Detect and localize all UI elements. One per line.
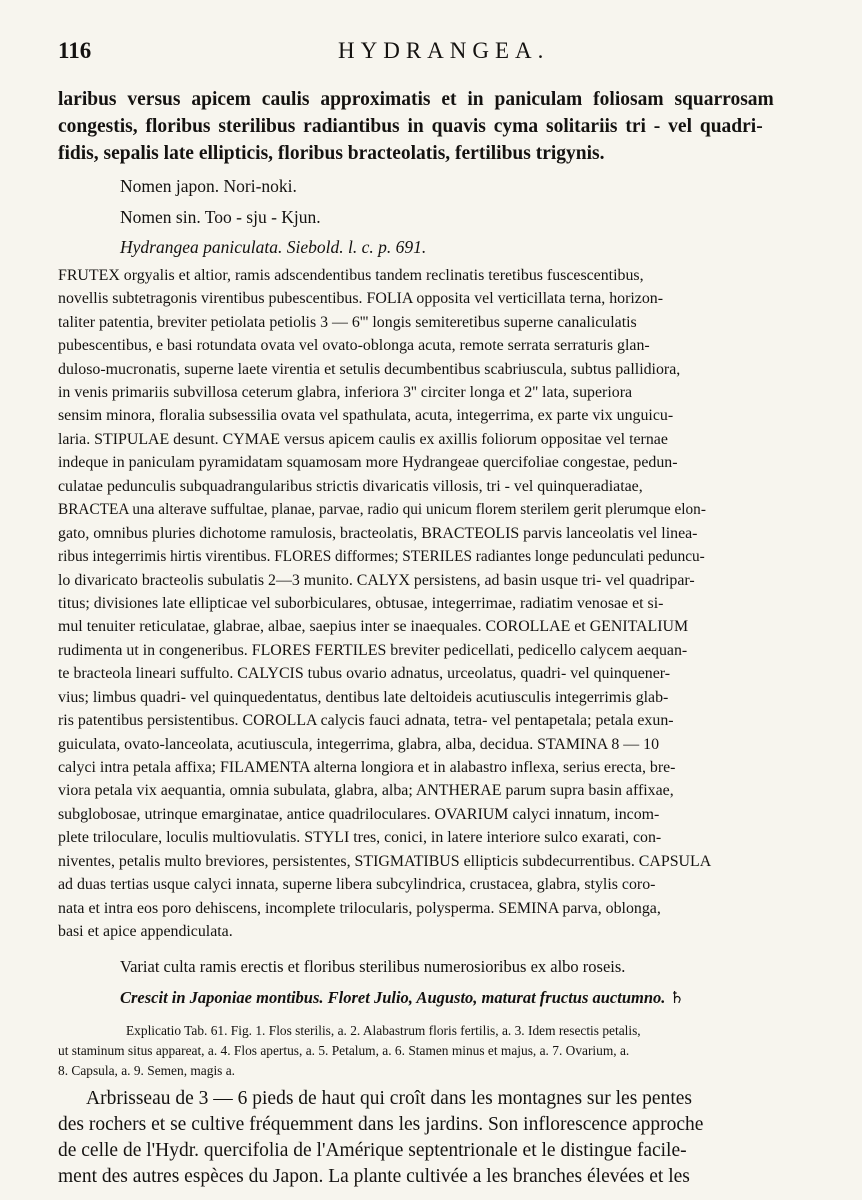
french-line: des rochers et se cultive fréquemment dans les jardins. Son inflorescence approche — [58, 1114, 704, 1135]
description-line: BRACTEA una alterave suffultae, planae, parvae, radio qui unicum florem sterilem gerit plerumque elon- — [58, 501, 706, 518]
description-line: titus; divisiones late ellipticae vel suborbiculares, obtusae, integerrimae, radiatim venosae et si- — [58, 595, 664, 612]
description-line: lo divaricato bracteolis subulatis 2—3 munito. CALYX persistens, ad basin usque tri- vel quadripar- — [58, 572, 695, 589]
description-line: gato, omnibus pluries dichotome ramulosis, bracteolatis, BRACTEOLIS parvis lanceolatis vel linea- — [58, 525, 698, 542]
variat-note: Variat culta ramis erectis et floribus sterilibus numerosioribus ex albo roseis. — [120, 957, 626, 976]
description-line: novellis subtetragonis virentibus pubescentibus. FOLIA opposita vel verticillata terna, horizon- — [58, 290, 664, 307]
description-line: vius; limbus quadri- vel quinquedentatus, dentibus late deltoideis acutiusculis integerrimis glab- — [58, 689, 669, 706]
diagnosis-line: congestis, floribus sterilibus radiantibus in quavis cyma solitariis tri - vel quadri- — [58, 116, 763, 137]
description-line: guiculata, ovato-lanceolata, acutiuscula, integerrima, glabra, alba, decidua. STAMINA 8 — 10 — [58, 736, 660, 753]
name-japanese: Nomen japon. Nori-noki. — [120, 176, 297, 196]
description-line: ribus integerrimis hirtis virentibus. FLORES difformes; STERILES radiantes longe pedunculati peduncu- — [58, 548, 705, 565]
french-line: ment des autres espèces du Japon. La plante cultivée a les branches élevées et les — [58, 1166, 690, 1187]
description-line: calyci intra petala affixa; FILAMENTA alterna longiora et in alabastro inflexa, serius erecta, bre- — [58, 759, 676, 776]
description-line: culatae pedunculis subquadrangularibus strictis divaricatis villosis, tri - vel quinqueradiatae, — [58, 478, 643, 495]
description-line: ris patentibus persistentibus. COROLLA calycis fauci adnata, tetra- vel pentapetala; petala exun- — [58, 712, 674, 729]
diagnosis-line: laribus versus apicem caulis approximatis et in paniculam foliosam squarrosam — [58, 89, 774, 110]
description-line: indeque in paniculam pyramidatam squamosam more Hydrangeae quercifoliae congestae, pedun- — [58, 454, 678, 471]
description-line: FRUTEX orgyalis et altior, ramis adscendentibus tandem reclinatis teretibus fuscescentibus, — [58, 267, 644, 284]
description-line: mul tenuiter reticulatae, glabrae, albae, saepius inter se inaequales. COROLLAE et GENITALIUM — [58, 618, 689, 635]
description-line: te bracteola lineari suffulto. CALYCIS tubus ovario adnatus, urceolatus, quadri- vel quinquener- — [58, 665, 671, 682]
running-title: HYDRANGEA. — [338, 38, 550, 63]
diagnosis-line: fidis, sepalis late ellipticis, floribus bracteolatis, fertilibus trigynis. — [58, 143, 605, 164]
description-line: ad duas tertias usque calyci innata, superne libera subcylindrica, crustacea, glabra, stylis coro- — [58, 876, 656, 893]
name-chinese: Nomen sin. Too - sju - Kjun. — [120, 207, 321, 227]
description-line: rudimenta ut in congeneribus. FLORES FERTILES breviter pedicellati, pedicello calycem aequan- — [58, 642, 688, 659]
description-line: duloso-mucronatis, superne laete virentia et setulis decumbentibus scabriuscula, subtus pallidiora, — [58, 361, 681, 378]
name-synonym: Hydrangea paniculata. Siebold. l. c. p. 691. — [120, 237, 427, 257]
description-line: basi et apice appendiculata. — [58, 923, 233, 940]
description-line: niventes, petalis multo breviores, persistentes, STIGMATIBUS ellipticis subdecurrentibus. CAPSULA — [58, 853, 712, 870]
description-line: laria. STIPULAE desunt. CYMAE versus apicem caulis ex axillis foliorum oppositae vel ternae — [58, 431, 668, 448]
description-line: viora petala vix aequantia, omnia subulata, glabra, alba; ANTHERAE parum supra basin affixae, — [58, 782, 674, 799]
description-line: pubescentibus, e basi rotundata ovata vel ovato-oblonga acuta, remote serrata serraturis glan- — [58, 337, 650, 354]
page-number: 116 — [58, 38, 92, 63]
crescit-note: Crescit in Japoniae montibus. Floret Julio, Augusto, maturat fructus auctumno. ♄ — [120, 988, 685, 1007]
french-line: de celle de l'Hydr. quercifolia de l'Amérique septentrionale et le distingue facile- — [58, 1140, 687, 1161]
description-line: taliter patentia, breviter petiolata petiolis 3 — 6''' longis semiteretibus superne canaliculatis — [58, 314, 637, 331]
description-line: subglobosae, utrinque emarginatae, antice quadriloculares. OVARIUM calyci innatum, incom- — [58, 806, 660, 823]
description-line: sensim minora, floralia subsessilia ovata vel spathulata, acuta, integerrima, ex parte vix unguicu- — [58, 407, 674, 424]
description-line: in venis primariis subvillosa ceterum glabra, inferiora 3'' circiter longa et 2'' lata, superiora — [58, 384, 633, 401]
plate-explanation-line: ut staminum situs appareat, a. 4. Flos apertus, a. 5. Petalum, a. 6. Stamen minus et majus, a. 7. Ovarium, a. — [58, 1043, 630, 1058]
description-line: nata et intra eos poro dehiscens, incomplete trilocularis, polysperma. SEMINA parva, oblonga, — [58, 900, 661, 917]
plate-explanation-line: Explicatio Tab. 61. Fig. 1. Flos sterilis, a. 2. Alabastrum floris fertilis, a. 3. Idem resectis petalis, — [126, 1023, 641, 1038]
description-line: plete triloculare, loculis multiovulatis. STYLI tres, conici, in latere interiore sulco exarati, con- — [58, 829, 662, 846]
plate-explanation-line: 8. Capsula, a. 9. Semen, magis a. — [58, 1063, 236, 1078]
french-line: Arbrisseau de 3 — 6 pieds de haut qui croît dans les montagnes sur les pentes — [86, 1088, 692, 1109]
